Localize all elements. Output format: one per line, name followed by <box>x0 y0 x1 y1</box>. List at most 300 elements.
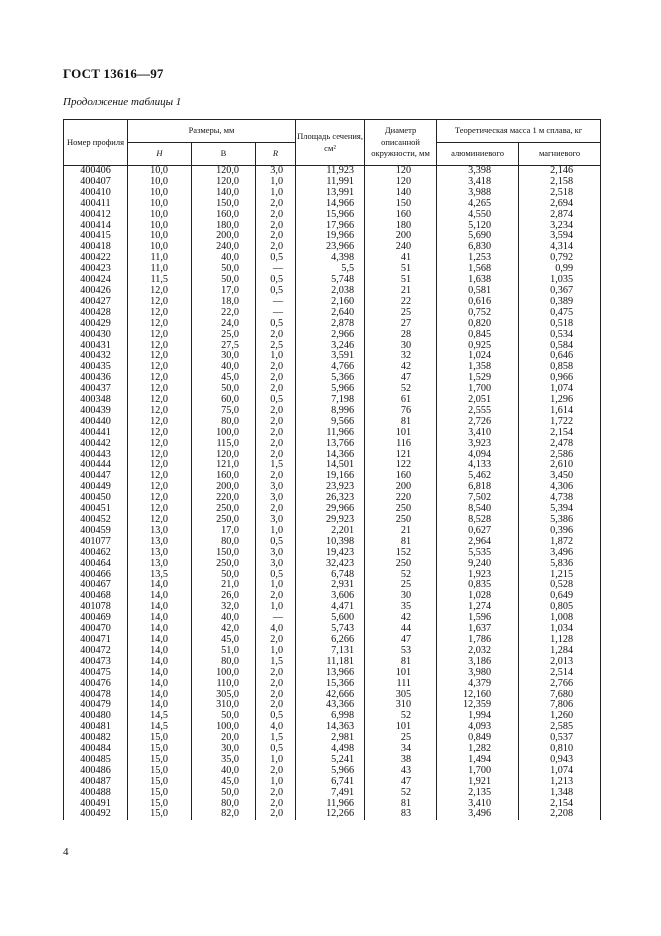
diameter-cell: 76 <box>365 406 437 417</box>
r-cell: 2,0 <box>256 210 296 221</box>
magnesium-mass-cell: 0,584 <box>519 341 601 352</box>
magnesium-mass-cell: 5,386 <box>519 515 601 526</box>
diameter-cell: 42 <box>365 613 437 624</box>
b-cell: 250,0 <box>192 559 256 570</box>
b-cell: 100,0 <box>192 668 256 679</box>
b-cell: 160,0 <box>192 210 256 221</box>
r-cell: 2,5 <box>256 341 296 352</box>
r-cell: 1,0 <box>256 526 296 537</box>
magnesium-mass-cell: 2,158 <box>519 177 601 188</box>
aluminum-mass-cell: 1,028 <box>437 591 519 602</box>
b-cell: 26,0 <box>192 591 256 602</box>
diameter-cell: 34 <box>365 744 437 755</box>
table-row <box>64 319 601 330</box>
aluminum-mass-cell: 2,726 <box>437 417 519 428</box>
diameter-cell: 51 <box>365 264 437 275</box>
r-cell: 0,5 <box>256 275 296 286</box>
header-dimensions: Размеры, мм <box>128 120 296 143</box>
h-cell: 12,0 <box>128 428 192 439</box>
aluminum-mass-cell: 8,528 <box>437 515 519 526</box>
magnesium-mass-cell: 7,680 <box>519 690 601 701</box>
area-cell: 9,566 <box>296 417 365 428</box>
aluminum-mass-cell: 0,820 <box>437 319 519 330</box>
aluminum-mass-cell: 1,700 <box>437 384 519 395</box>
area-cell: 6,748 <box>296 570 365 581</box>
r-cell: 2,0 <box>256 591 296 602</box>
b-cell: 40,0 <box>192 362 256 373</box>
r-cell: 3,0 <box>256 166 296 177</box>
profile-number-cell: 400440 <box>64 417 128 428</box>
diameter-cell: 25 <box>365 308 437 319</box>
r-cell: 0,5 <box>256 395 296 406</box>
magnesium-mass-cell: 2,518 <box>519 188 601 199</box>
b-cell: 50,0 <box>192 570 256 581</box>
magnesium-mass-cell: 1,872 <box>519 537 601 548</box>
profile-number-cell: 400485 <box>64 755 128 766</box>
area-cell: 7,491 <box>296 788 365 799</box>
b-cell: 40,0 <box>192 253 256 264</box>
r-cell: 3,0 <box>256 548 296 559</box>
b-cell: 80,0 <box>192 417 256 428</box>
aluminum-mass-cell: 1,494 <box>437 755 519 766</box>
table-row <box>64 668 601 679</box>
diameter-cell: 111 <box>365 679 437 690</box>
area-cell: 15,966 <box>296 210 365 221</box>
b-cell: 200,0 <box>192 231 256 242</box>
aluminum-mass-cell: 12,160 <box>437 690 519 701</box>
b-cell: 22,0 <box>192 308 256 319</box>
diameter-cell: 51 <box>365 275 437 286</box>
b-cell: 25,0 <box>192 330 256 341</box>
magnesium-mass-cell: 0,858 <box>519 362 601 373</box>
h-cell: 12,0 <box>128 504 192 515</box>
aluminum-mass-cell: 1,529 <box>437 373 519 384</box>
b-cell: 30,0 <box>192 744 256 755</box>
diameter-cell: 121 <box>365 450 437 461</box>
diameter-cell: 81 <box>365 799 437 810</box>
header-h: H <box>128 143 192 166</box>
aluminum-mass-cell: 9,240 <box>437 559 519 570</box>
magnesium-mass-cell: 4,314 <box>519 242 601 253</box>
b-cell: 24,0 <box>192 319 256 330</box>
r-cell: 2,0 <box>256 450 296 461</box>
r-cell: 2,0 <box>256 406 296 417</box>
area-cell: 14,966 <box>296 199 365 210</box>
aluminum-mass-cell: 5,462 <box>437 471 519 482</box>
h-cell: 15,0 <box>128 755 192 766</box>
diameter-cell: 28 <box>365 330 437 341</box>
r-cell: 2,0 <box>256 788 296 799</box>
r-cell: 2,0 <box>256 242 296 253</box>
header-b: B <box>192 143 256 166</box>
diameter-cell: 150 <box>365 199 437 210</box>
r-cell: 2,0 <box>256 690 296 701</box>
diameter-cell: 25 <box>365 733 437 744</box>
header-aluminum: алюминиевого <box>437 143 519 166</box>
area-cell: 3,246 <box>296 341 365 352</box>
area-cell: 11,966 <box>296 428 365 439</box>
diameter-cell: 310 <box>365 700 437 711</box>
magnesium-mass-cell: 2,013 <box>519 657 601 668</box>
aluminum-mass-cell: 1,786 <box>437 635 519 646</box>
magnesium-mass-cell: 5,394 <box>519 504 601 515</box>
area-cell: 5,743 <box>296 624 365 635</box>
diameter-cell: 101 <box>365 722 437 733</box>
diameter-cell: 61 <box>365 395 437 406</box>
profile-number-cell: 400481 <box>64 722 128 733</box>
aluminum-mass-cell: 1,637 <box>437 624 519 635</box>
aluminum-mass-cell: 1,568 <box>437 264 519 275</box>
aluminum-mass-cell: 3,186 <box>437 657 519 668</box>
h-cell: 14,0 <box>128 580 192 591</box>
diameter-cell: 250 <box>365 559 437 570</box>
diameter-cell: 200 <box>365 482 437 493</box>
table-row <box>64 809 601 820</box>
r-cell: 2,0 <box>256 635 296 646</box>
h-cell: 13,0 <box>128 559 192 570</box>
h-cell: 11,5 <box>128 275 192 286</box>
h-cell: 14,5 <box>128 711 192 722</box>
profile-number-cell: 400427 <box>64 297 128 308</box>
area-cell: 12,266 <box>296 809 365 820</box>
diameter-cell: 47 <box>365 635 437 646</box>
magnesium-mass-cell: 1,074 <box>519 766 601 777</box>
b-cell: 220,0 <box>192 493 256 504</box>
b-cell: 17,0 <box>192 286 256 297</box>
profile-number-cell: 400441 <box>64 428 128 439</box>
aluminum-mass-cell: 1,921 <box>437 777 519 788</box>
diameter-cell: 120 <box>365 166 437 177</box>
magnesium-mass-cell: 2,154 <box>519 799 601 810</box>
diameter-cell: 21 <box>365 526 437 537</box>
table-row <box>64 330 601 341</box>
b-cell: 310,0 <box>192 700 256 711</box>
area-cell: 2,640 <box>296 308 365 319</box>
b-cell: 115,0 <box>192 439 256 450</box>
h-cell: 12,0 <box>128 286 192 297</box>
area-cell: 42,666 <box>296 690 365 701</box>
profile-number-cell: 400467 <box>64 580 128 591</box>
profile-number-cell: 400444 <box>64 460 128 471</box>
profile-number-cell: 400473 <box>64 657 128 668</box>
diameter-cell: 220 <box>365 493 437 504</box>
magnesium-mass-cell: 0,646 <box>519 351 601 362</box>
b-cell: 75,0 <box>192 406 256 417</box>
aluminum-mass-cell: 0,835 <box>437 580 519 591</box>
area-cell: 5,5 <box>296 264 365 275</box>
diameter-cell: 116 <box>365 439 437 450</box>
aluminum-mass-cell: 0,849 <box>437 733 519 744</box>
area-cell: 13,966 <box>296 668 365 679</box>
b-cell: 50,0 <box>192 264 256 275</box>
b-cell: 80,0 <box>192 537 256 548</box>
profile-number-cell: 400466 <box>64 570 128 581</box>
area-cell: 14,363 <box>296 722 365 733</box>
r-cell: 4,0 <box>256 624 296 635</box>
h-cell: 10,0 <box>128 210 192 221</box>
area-cell: 2,931 <box>296 580 365 591</box>
h-cell: 12,0 <box>128 341 192 352</box>
b-cell: 150,0 <box>192 199 256 210</box>
b-cell: 100,0 <box>192 428 256 439</box>
area-cell: 5,748 <box>296 275 365 286</box>
h-cell: 12,0 <box>128 362 192 373</box>
diameter-cell: 52 <box>365 570 437 581</box>
profile-number-cell: 401077 <box>64 537 128 548</box>
aluminum-mass-cell: 1,638 <box>437 275 519 286</box>
h-cell: 12,0 <box>128 439 192 450</box>
h-cell: 14,0 <box>128 591 192 602</box>
r-cell: 2,0 <box>256 384 296 395</box>
profile-number-cell: 400479 <box>64 700 128 711</box>
magnesium-mass-cell: 2,694 <box>519 199 601 210</box>
r-cell: 0,5 <box>256 319 296 330</box>
table-row <box>64 199 601 210</box>
r-cell: 0,5 <box>256 286 296 297</box>
b-cell: 240,0 <box>192 242 256 253</box>
r-cell: 4,0 <box>256 722 296 733</box>
area-cell: 3,606 <box>296 591 365 602</box>
r-cell: 2,0 <box>256 766 296 777</box>
h-cell: 10,0 <box>128 188 192 199</box>
table-row <box>64 548 601 559</box>
b-cell: 80,0 <box>192 657 256 668</box>
aluminum-mass-cell: 3,410 <box>437 799 519 810</box>
r-cell: 2,0 <box>256 471 296 482</box>
aluminum-mass-cell: 4,265 <box>437 199 519 210</box>
aluminum-mass-cell: 2,032 <box>437 646 519 657</box>
h-cell: 14,0 <box>128 679 192 690</box>
header-area: Площадь сечения, см² <box>296 120 365 166</box>
aluminum-mass-cell: 0,581 <box>437 286 519 297</box>
aluminum-mass-cell: 1,024 <box>437 351 519 362</box>
b-cell: 35,0 <box>192 755 256 766</box>
magnesium-mass-cell: 1,128 <box>519 635 601 646</box>
area-cell: 5,366 <box>296 373 365 384</box>
area-cell: 4,498 <box>296 744 365 755</box>
b-cell: 140,0 <box>192 188 256 199</box>
h-cell: 14,0 <box>128 646 192 657</box>
r-cell: 2,0 <box>256 231 296 242</box>
r-cell: 1,5 <box>256 733 296 744</box>
diameter-cell: 27 <box>365 319 437 330</box>
b-cell: 21,0 <box>192 580 256 591</box>
magnesium-mass-cell: 2,766 <box>519 679 601 690</box>
h-cell: 14,0 <box>128 613 192 624</box>
magnesium-mass-cell: 1,008 <box>519 613 601 624</box>
area-cell: 29,923 <box>296 515 365 526</box>
magnesium-mass-cell: 2,514 <box>519 668 601 679</box>
r-cell: 1,5 <box>256 657 296 668</box>
aluminum-mass-cell: 8,540 <box>437 504 519 515</box>
diameter-cell: 43 <box>365 766 437 777</box>
profile-number-cell: 400478 <box>64 690 128 701</box>
diameter-cell: 160 <box>365 210 437 221</box>
r-cell: — <box>256 308 296 319</box>
h-cell: 10,0 <box>128 221 192 232</box>
r-cell: 1,0 <box>256 188 296 199</box>
aluminum-mass-cell: 7,502 <box>437 493 519 504</box>
profile-number-cell: 400450 <box>64 493 128 504</box>
h-cell: 15,0 <box>128 733 192 744</box>
magnesium-mass-cell: 0,943 <box>519 755 601 766</box>
h-cell: 12,0 <box>128 319 192 330</box>
h-cell: 15,0 <box>128 744 192 755</box>
area-cell: 2,966 <box>296 330 365 341</box>
area-cell: 14,501 <box>296 460 365 471</box>
area-cell: 5,600 <box>296 613 365 624</box>
table-body <box>64 166 601 821</box>
diameter-cell: 240 <box>365 242 437 253</box>
aluminum-mass-cell: 6,830 <box>437 242 519 253</box>
area-cell: 7,198 <box>296 395 365 406</box>
table-continuation-caption: Продолжение таблицы 1 <box>63 96 182 108</box>
diameter-cell: 81 <box>365 657 437 668</box>
area-cell: 3,591 <box>296 351 365 362</box>
profile-number-cell: 400482 <box>64 733 128 744</box>
r-cell: 2,0 <box>256 439 296 450</box>
h-cell: 10,0 <box>128 177 192 188</box>
r-cell: 3,0 <box>256 515 296 526</box>
area-cell: 19,166 <box>296 471 365 482</box>
aluminum-mass-cell: 0,925 <box>437 341 519 352</box>
b-cell: 17,0 <box>192 526 256 537</box>
b-cell: 27,5 <box>192 341 256 352</box>
aluminum-mass-cell: 5,535 <box>437 548 519 559</box>
diameter-cell: 32 <box>365 351 437 362</box>
profile-number-cell: 400436 <box>64 373 128 384</box>
area-cell: 13,766 <box>296 439 365 450</box>
aluminum-mass-cell: 2,051 <box>437 395 519 406</box>
magnesium-mass-cell: 0,389 <box>519 297 601 308</box>
h-cell: 13,0 <box>128 526 192 537</box>
aluminum-mass-cell: 3,398 <box>437 166 519 177</box>
profile-number-cell: 400422 <box>64 253 128 264</box>
magnesium-mass-cell: 3,496 <box>519 548 601 559</box>
r-cell: 2,0 <box>256 809 296 820</box>
h-cell: 12,0 <box>128 482 192 493</box>
h-cell: 12,0 <box>128 406 192 417</box>
r-cell: 3,0 <box>256 493 296 504</box>
h-cell: 14,0 <box>128 700 192 711</box>
profile-number-cell: 400449 <box>64 482 128 493</box>
r-cell: 1,0 <box>256 580 296 591</box>
r-cell: 2,0 <box>256 504 296 515</box>
aluminum-mass-cell: 4,133 <box>437 460 519 471</box>
b-cell: 82,0 <box>192 809 256 820</box>
header-magnesium: магниевого <box>519 143 601 166</box>
aluminum-mass-cell: 0,616 <box>437 297 519 308</box>
profile-number-cell: 400348 <box>64 395 128 406</box>
profile-number-cell: 400418 <box>64 242 128 253</box>
magnesium-mass-cell: 3,234 <box>519 221 601 232</box>
diameter-cell: 25 <box>365 580 437 591</box>
b-cell: 60,0 <box>192 395 256 406</box>
area-cell: 5,966 <box>296 384 365 395</box>
profile-number-cell: 400492 <box>64 809 128 820</box>
diameter-cell: 120 <box>365 177 437 188</box>
area-cell: 11,966 <box>296 799 365 810</box>
aluminum-mass-cell: 5,120 <box>437 221 519 232</box>
r-cell: 2,0 <box>256 330 296 341</box>
h-cell: 12,0 <box>128 308 192 319</box>
profile-number-cell: 400429 <box>64 319 128 330</box>
aluminum-mass-cell: 4,094 <box>437 450 519 461</box>
profile-number-cell: 400431 <box>64 341 128 352</box>
magnesium-mass-cell: 1,614 <box>519 406 601 417</box>
profile-number-cell: 400480 <box>64 711 128 722</box>
h-cell: 15,0 <box>128 799 192 810</box>
profile-number-cell: 400439 <box>64 406 128 417</box>
magnesium-mass-cell: 4,306 <box>519 482 601 493</box>
aluminum-mass-cell: 3,988 <box>437 188 519 199</box>
area-cell: 23,923 <box>296 482 365 493</box>
magnesium-mass-cell: 2,208 <box>519 809 601 820</box>
profile-number-cell: 400442 <box>64 439 128 450</box>
profile-number-cell: 400435 <box>64 362 128 373</box>
r-cell: 1,0 <box>256 755 296 766</box>
aluminum-mass-cell: 3,410 <box>437 428 519 439</box>
diameter-cell: 52 <box>365 711 437 722</box>
aluminum-mass-cell: 3,496 <box>437 809 519 820</box>
profile-number-cell: 400464 <box>64 559 128 570</box>
magnesium-mass-cell: 1,722 <box>519 417 601 428</box>
diameter-cell: 21 <box>365 286 437 297</box>
area-cell: 11,181 <box>296 657 365 668</box>
magnesium-mass-cell: 1,260 <box>519 711 601 722</box>
diameter-cell: 180 <box>365 221 437 232</box>
document-title: ГОСТ 13616—97 <box>63 66 164 81</box>
b-cell: 200,0 <box>192 482 256 493</box>
h-cell: 12,0 <box>128 384 192 395</box>
b-cell: 250,0 <box>192 515 256 526</box>
r-cell: 3,0 <box>256 482 296 493</box>
diameter-cell: 35 <box>365 602 437 613</box>
profile-number-cell: 400414 <box>64 221 128 232</box>
diameter-cell: 44 <box>365 624 437 635</box>
aluminum-mass-cell: 1,994 <box>437 711 519 722</box>
profile-number-cell: 400462 <box>64 548 128 559</box>
profile-number-cell: 400407 <box>64 177 128 188</box>
aluminum-mass-cell: 1,923 <box>437 570 519 581</box>
h-cell: 10,0 <box>128 166 192 177</box>
header-profile-number: Номер профиля <box>64 120 128 166</box>
r-cell: 2,0 <box>256 373 296 384</box>
table-row <box>64 210 601 221</box>
diameter-cell: 250 <box>365 504 437 515</box>
diameter-cell: 53 <box>365 646 437 657</box>
area-cell: 13,991 <box>296 188 365 199</box>
area-cell: 11,991 <box>296 177 365 188</box>
b-cell: 250,0 <box>192 504 256 515</box>
b-cell: 305,0 <box>192 690 256 701</box>
area-cell: 6,741 <box>296 777 365 788</box>
b-cell: 120,0 <box>192 177 256 188</box>
diameter-cell: 81 <box>365 417 437 428</box>
b-cell: 121,0 <box>192 460 256 471</box>
area-cell: 5,241 <box>296 755 365 766</box>
diameter-cell: 83 <box>365 809 437 820</box>
b-cell: 40,0 <box>192 613 256 624</box>
area-cell: 11,923 <box>296 166 365 177</box>
area-cell: 2,981 <box>296 733 365 744</box>
magnesium-mass-cell: 1,074 <box>519 384 601 395</box>
profile-number-cell: 400476 <box>64 679 128 690</box>
aluminum-mass-cell: 1,358 <box>437 362 519 373</box>
magnesium-mass-cell: 1,296 <box>519 395 601 406</box>
r-cell: 0,5 <box>256 253 296 264</box>
h-cell: 14,0 <box>128 690 192 701</box>
